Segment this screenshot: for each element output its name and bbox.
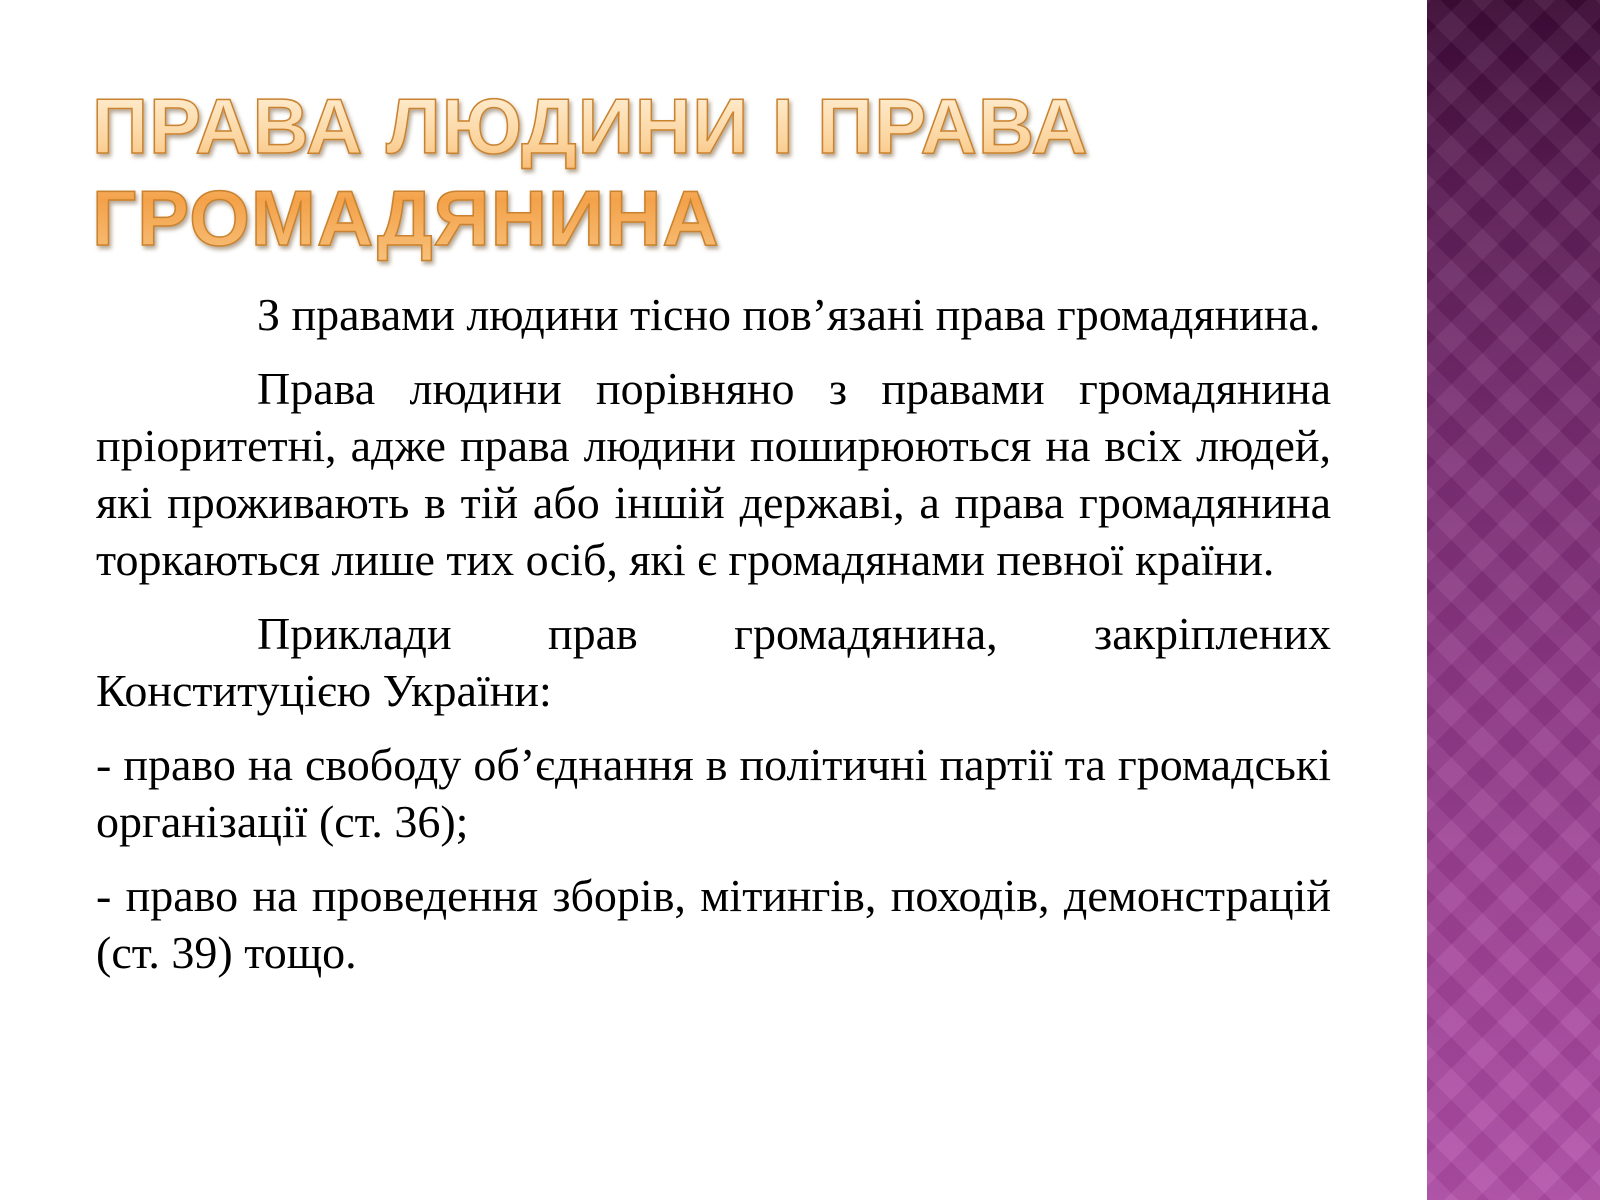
slide-title-line-1: ПРАВА ЛЮДИНИ І ПРАВА: [92, 82, 1089, 170]
slide-body: [96, 286, 1331, 998]
list-item: - право на проведення зборів, мітингів, походів, демонстрацій (ст. 39) тощо.: [96, 870, 1331, 978]
paragraph-examples: Приклади прав громадянина, закріплених Конституцією України:: [96, 608, 1331, 716]
slide-title-line-2: ГРОМАДЯНИНА: [92, 174, 720, 262]
list-item: - право на свободу об’єднання в політичні партії та громадські організації (ст. 36);: [96, 739, 1331, 847]
paragraph-intro: З правами людини тісно пов’язані права громадянина.: [257, 289, 1321, 340]
decorative-side-band: [1427, 0, 1600, 1200]
slide-title: [92, 80, 1292, 264]
paragraph-priority: Права людини порівняно з правами громадянина пріоритетні, адже права людини поширюються на всіх людей, які проживають в тій або іншій державі, а права громадянина торкаються лише тих осіб, які є громадянами певної країни.: [96, 363, 1331, 585]
